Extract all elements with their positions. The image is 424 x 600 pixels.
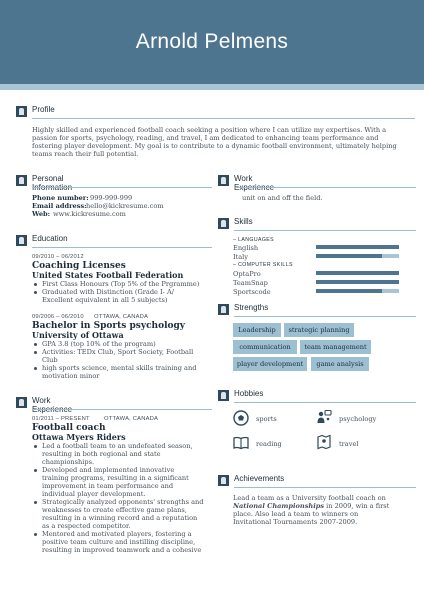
skill-name: OptaPro — [233, 270, 261, 278]
section-divider — [32, 187, 212, 188]
skill-bar — [316, 289, 399, 293]
psychology-icon — [316, 409, 332, 425]
section-divider — [234, 230, 416, 231]
list-item-continued: Club — [42, 356, 58, 364]
work-location: OTTAWA, CANADA — [104, 416, 159, 422]
map-pin-icon — [316, 434, 332, 450]
profile-line: fostering player development. My goal is to contribute to a dynamic football environment, ultimately helping — [32, 142, 397, 150]
list-item: GPA 3.8 (top 10% of the program) — [32, 340, 193, 348]
leaf-icon — [218, 390, 229, 401]
strength-tag: game analysis — [311, 357, 369, 371]
strength-tag: team management — [300, 340, 371, 354]
achievement-emphasis: National Championships — [233, 502, 325, 510]
section-divider — [234, 402, 416, 403]
achievement-line: Lead a team as a University football coach on — [233, 494, 386, 502]
skill-bar-fill — [316, 245, 399, 249]
list-item: Mentored and motivated players, fostering a — [32, 530, 192, 538]
list-item-continued: resulting in improved teamwork and a cohesive — [42, 546, 202, 554]
web-link[interactable]: www.kickresume.com — [53, 210, 126, 218]
profile-line: Highly skilled and experienced football coach seeking a position where I can utilize my expertises. With a — [32, 126, 387, 134]
list-item: Activities: TEDx Club, Sport Society, Football — [32, 348, 193, 356]
skill-bar — [316, 280, 399, 284]
education-dates: 09/2006 – 06/2010 — [32, 314, 84, 320]
email-link[interactable]: hello@kickresume.com — [86, 202, 164, 210]
profile-line: passion for sports, psychology, reading, and travel, I am dedicated to enhancing team performance and — [32, 134, 379, 142]
achievement-line: place. Also lead a team to winners on — [233, 510, 359, 518]
skill-bar-fill — [316, 289, 382, 293]
education-degree: Coaching Licenses — [32, 261, 126, 271]
achievement-text: in 2009, win a first — [324, 502, 390, 510]
list-item-continued: improvement in team performance and — [42, 482, 174, 490]
soccer-ball-icon — [233, 410, 249, 426]
education-degree: Bachelor in Sports psychology — [32, 321, 186, 331]
list-item: Led a football team to an undefeated season, — [32, 442, 193, 450]
list-item-continued: Excellent equivalent in all 5 subjects) — [42, 296, 168, 304]
hobby-label: travel — [339, 440, 359, 448]
languages-label: – LANGUAGES — [233, 237, 275, 243]
list-item-continued: weaknesses to create effective game plans, — [42, 506, 187, 514]
list-item: Developed and implemented innovative — [32, 466, 174, 474]
skill-bar-fill — [316, 280, 399, 284]
section-title: Education — [32, 234, 68, 243]
education-location: OTTAWA, CANADA — [94, 314, 149, 320]
person-icon — [16, 106, 27, 117]
web-label: Web: — [32, 210, 51, 218]
briefcase-icon — [218, 175, 229, 186]
book-icon — [233, 435, 249, 451]
list-item-continued: resulting in both regional and state — [42, 450, 161, 458]
list-item: First Class Honours (Top 5% of the Prgramme) — [32, 280, 199, 288]
skill-name: Italy — [233, 253, 249, 261]
skill-name: TeamSnap — [233, 279, 268, 287]
list-item-continued: positive team culture and instilling discipline, — [42, 538, 196, 546]
list-item-continued: training programs, resulting in a significant — [42, 474, 189, 482]
skill-bar-fill — [316, 271, 399, 275]
work-title: Football coach — [32, 423, 106, 433]
section-divider — [234, 187, 416, 188]
phone-label: Phone number: — [32, 194, 89, 202]
graduation-cap-icon — [16, 235, 27, 246]
section-title: Achievements — [234, 474, 285, 483]
education-dates: 09/2010 – 06/2012 — [32, 254, 84, 260]
work-bullets — [32, 466, 174, 474]
list-item: high sports science, mental skills training and — [32, 364, 196, 372]
education-bullets — [32, 364, 196, 372]
section-title: Work — [32, 396, 51, 405]
section-divider — [32, 409, 212, 410]
section-title: Work — [234, 174, 253, 183]
work-bullets — [32, 442, 193, 450]
briefcase-icon — [16, 397, 27, 408]
work-dates: 01/2011 – PRESENT — [32, 416, 90, 422]
star-icon — [218, 304, 229, 315]
section-title: Skills — [234, 217, 253, 226]
list-item-continued: championships. — [42, 458, 95, 466]
education-bullets — [32, 340, 193, 356]
education-school: United States Football Federation — [32, 270, 184, 280]
profile-line: teams reach their full potential. — [32, 150, 139, 158]
work-continued-line: unit on and off the field. — [242, 194, 323, 202]
skill-bar-fill — [316, 254, 382, 258]
strength-tag: player development — [233, 357, 307, 371]
section-divider — [32, 247, 212, 248]
email-label: Email address: — [32, 202, 87, 210]
header-stripe — [0, 84, 424, 90]
skill-bar — [316, 254, 399, 258]
skill-bar — [316, 245, 399, 249]
hobby-label: reading — [256, 440, 282, 448]
skill-bar — [316, 271, 399, 275]
tools-icon — [218, 218, 229, 229]
list-item: Graduated with Distinction (Grade I- A/ — [32, 288, 199, 296]
list-item-continued: as a respected competitor. — [42, 522, 131, 530]
skill-name: Sportscode — [233, 288, 271, 296]
hobby-label: psychology — [339, 415, 377, 423]
work-company: Ottawa Myers Riders — [32, 432, 126, 442]
section-divider — [234, 316, 416, 317]
list-item: Strategically analyzed opponents' strengths and — [32, 498, 203, 506]
section-divider — [32, 118, 415, 119]
skill-name: English — [233, 244, 259, 252]
list-item-continued: resulting in a winning record and a reputation — [42, 514, 198, 522]
id-card-icon — [16, 175, 27, 186]
strength-tag: Leadership — [233, 323, 281, 337]
section-title: Profile — [32, 105, 55, 114]
computer-skills-label: – COMPUTER SKILLS — [233, 262, 293, 268]
work-bullets — [32, 498, 203, 506]
list-item-continued: individual player development. — [42, 490, 146, 498]
candidate-name: Arnold Pelmens — [135, 30, 289, 53]
section-title: Hobbies — [234, 389, 264, 398]
section-divider — [234, 487, 416, 488]
phone-value: 999-999-999 — [90, 194, 133, 202]
section-title: Strengths — [234, 303, 269, 312]
strength-tag: communication — [233, 340, 297, 354]
list-item-continued: motivation minor — [42, 372, 100, 380]
hobby-label: sports — [256, 415, 277, 423]
section-title: Personal — [32, 174, 64, 183]
achievement-line: Invitational Tournaments 2007-2009. — [233, 518, 358, 526]
strength-tag: strategic planning — [284, 323, 354, 337]
bookmark-icon — [218, 475, 229, 486]
education-school: University of Ottawa — [32, 330, 124, 340]
work-bullets — [32, 530, 192, 538]
education-bullets — [32, 280, 199, 296]
